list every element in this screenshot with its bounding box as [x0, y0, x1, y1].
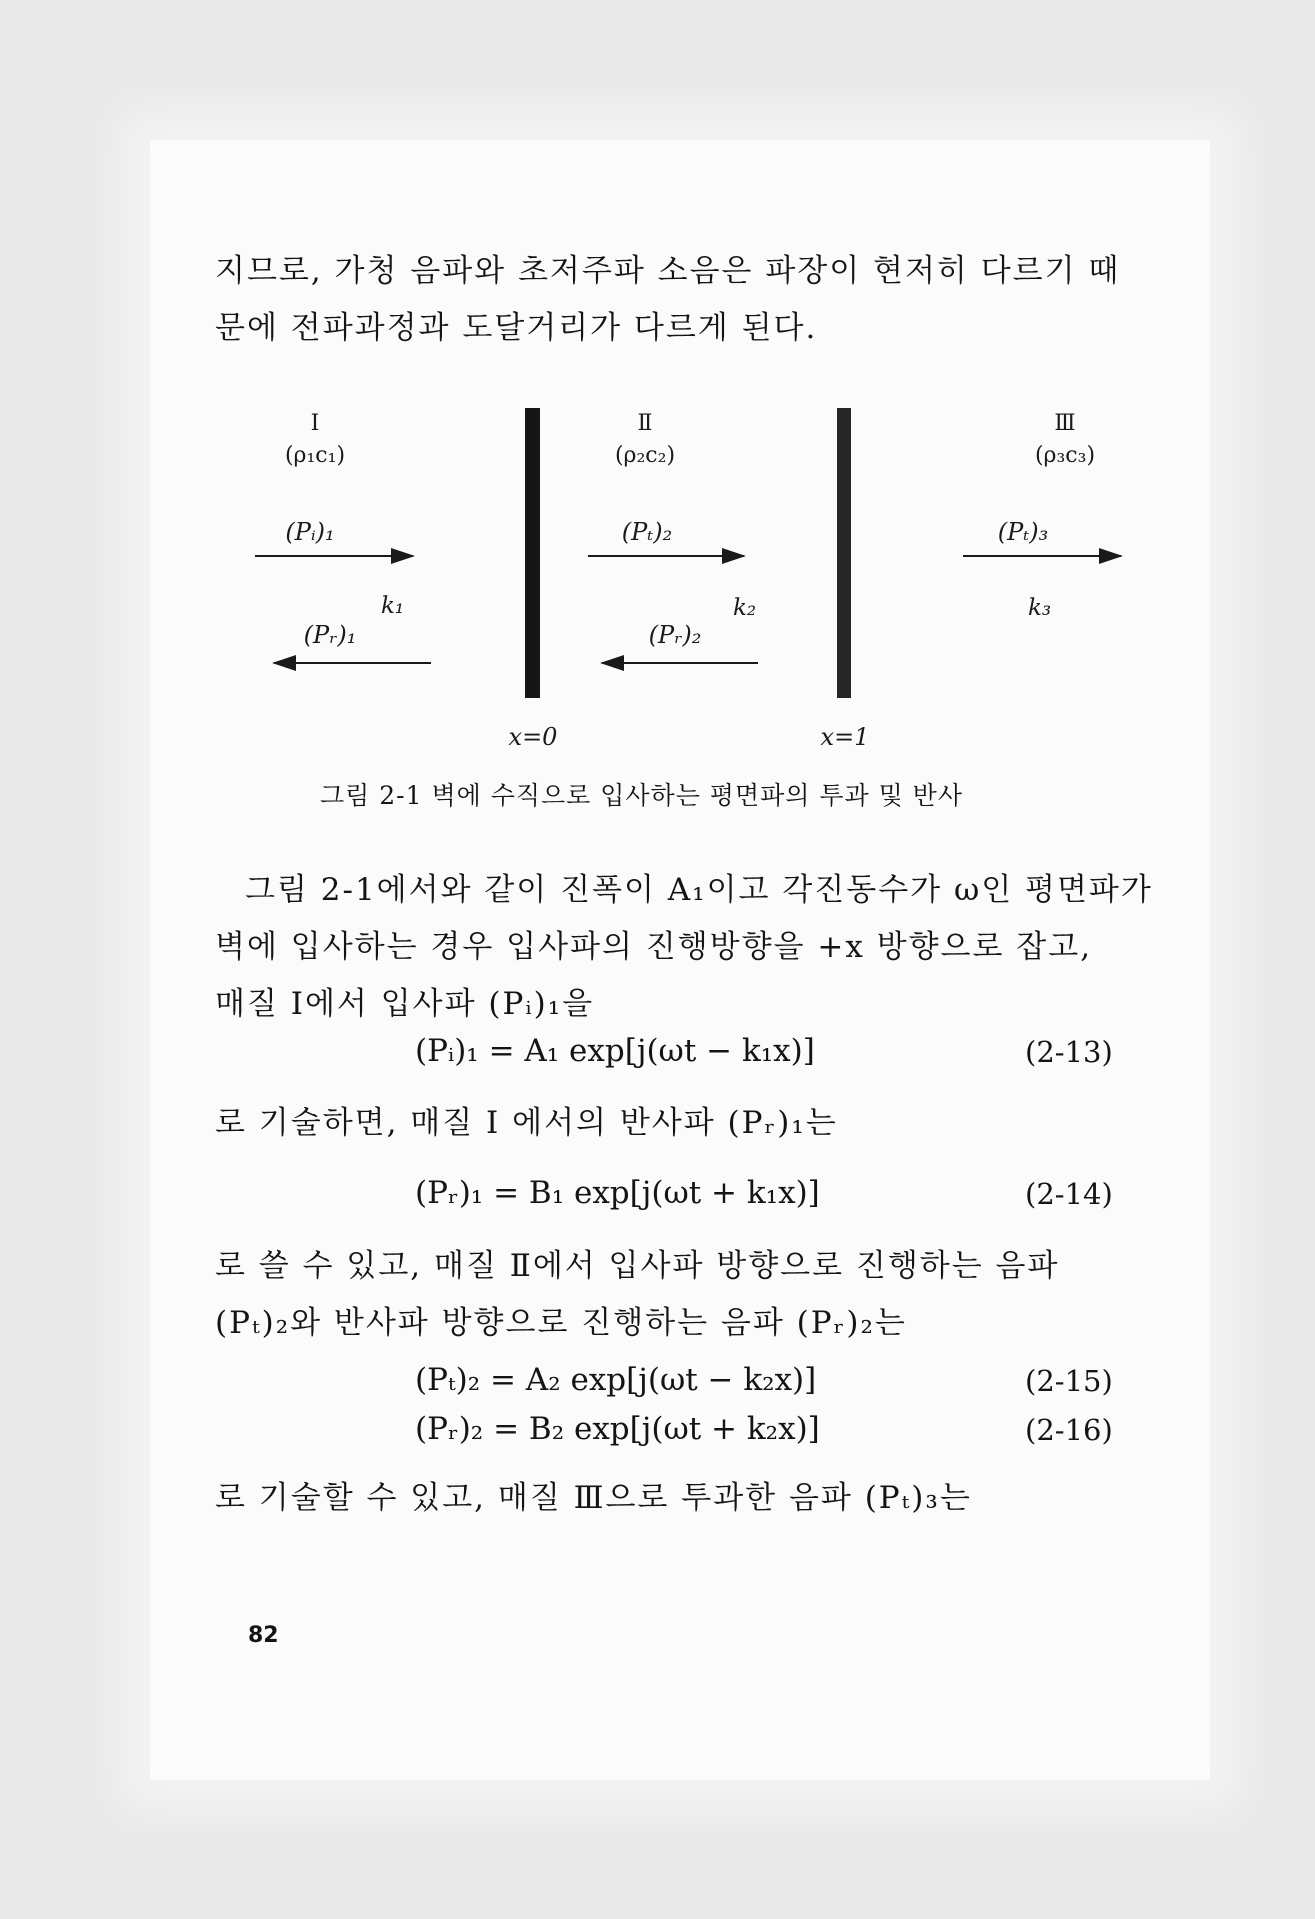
label-reflected-2: (Pᵣ)₂ — [648, 621, 702, 649]
label-x1: x=1 — [820, 723, 870, 751]
text-line: 로 쓸 수 있고, 매질 Ⅱ에서 입사파 방향으로 진행하는 음파 — [215, 1248, 1060, 1284]
text-line: 로 기술할 수 있고, 매질 Ⅲ으로 투과한 음파 (Pₜ)₃는 — [215, 1480, 972, 1516]
equation-number: (2-15) — [1025, 1364, 1113, 1398]
wall-x1 — [837, 408, 851, 698]
label-k1: k₁ — [381, 593, 405, 619]
label-incident-1: (Pᵢ)₁ — [285, 518, 335, 546]
equation-number: (2-14) — [1025, 1177, 1113, 1211]
equation-2-16: (Pᵣ)₂ = B₂ exp[j(ωt + k₂x)] — [415, 1411, 820, 1447]
medium-label-3: Ⅲ — [1054, 411, 1076, 436]
equation-number: (2-16) — [1025, 1413, 1113, 1447]
text-line: 매질 I에서 입사파 (Pᵢ)₁을 — [215, 986, 595, 1022]
medium-label-2: Ⅱ — [637, 411, 653, 436]
label-transmitted-2: (Pₜ)₂ — [621, 518, 673, 546]
equation-2-14: (Pᵣ)₁ = B₁ exp[j(ωt + k₁x)] — [415, 1175, 820, 1211]
text-line: 문에 전파과정과 도달거리가 다르게 된다. — [215, 310, 818, 346]
label-k2: k₂ — [733, 595, 757, 621]
paragraph-4 — [215, 1470, 1145, 1527]
impedance-2: (ρ₂c₂) — [614, 443, 676, 468]
figure-caption: 그림 2-1 벽에 수직으로 입사하는 평면파의 투과 및 반사 — [320, 781, 963, 810]
equation-2-15: (Pₜ)₂ = A₂ exp[j(ωt − k₂x)] — [415, 1362, 817, 1398]
paragraph-3 — [215, 1238, 1145, 1352]
text-line: 그림 2-1에서와 같이 진폭이 A₁이고 각진동수가 ω인 평면파가 — [245, 872, 1153, 908]
impedance-3: (ρ₃c₃) — [1034, 443, 1096, 468]
text-line: (Pₜ)₂와 반사파 방향으로 진행하는 음파 (Pᵣ)₂는 — [215, 1305, 907, 1341]
label-x0: x=0 — [508, 723, 558, 751]
equation-number: (2-13) — [1025, 1035, 1113, 1069]
equation-2-13: (Pᵢ)₁ = A₁ exp[j(ωt − k₁x)] — [415, 1033, 815, 1069]
paragraph-1 — [215, 862, 1153, 1033]
text-line: 지므로, 가청 음파와 초저주파 소음은 파장이 현저히 다르기 때 — [215, 253, 1121, 289]
impedance-1: (ρ₁c₁) — [284, 443, 346, 468]
paragraph-2 — [215, 1095, 1145, 1152]
medium-label-1: I — [310, 411, 320, 436]
label-k3: k₃ — [1028, 595, 1052, 621]
label-transmitted-3: (Pₜ)₃ — [997, 518, 1049, 546]
label-reflected-1: (Pᵣ)₁ — [303, 621, 357, 649]
text-line: 로 기술하면, 매질 I 에서의 반사파 (Pᵣ)₁는 — [215, 1105, 838, 1141]
page-number: 82 — [248, 1623, 279, 1648]
wall-x0 — [525, 408, 540, 698]
text-line: 벽에 입사하는 경우 입사파의 진행방향을 +x 방향으로 잡고, — [215, 929, 1093, 965]
